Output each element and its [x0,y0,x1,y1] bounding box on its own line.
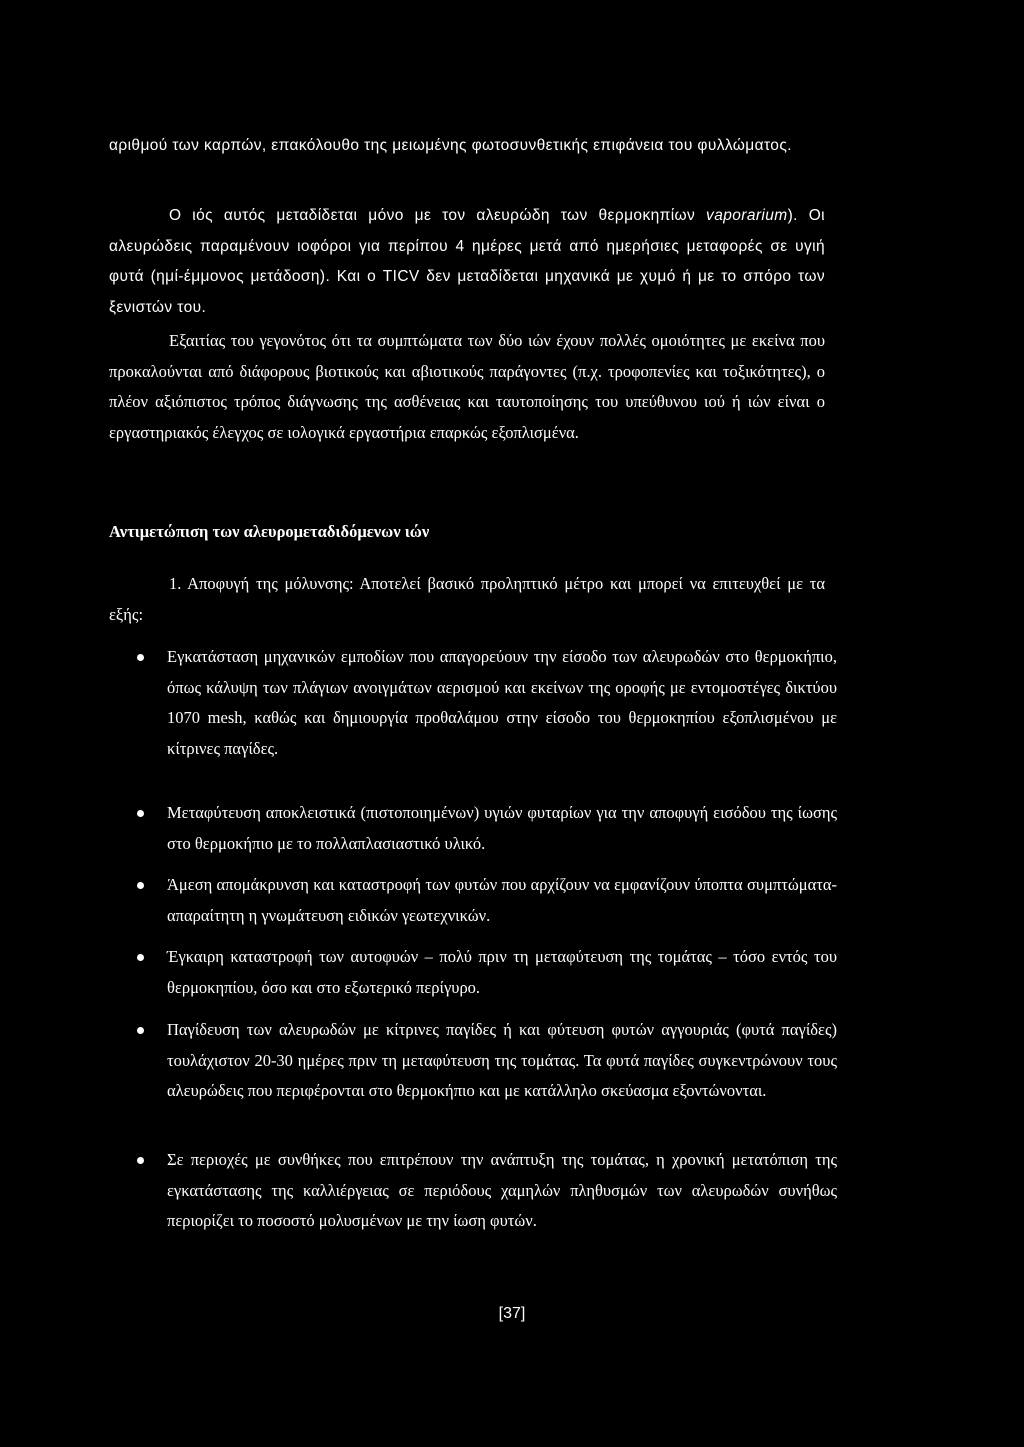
list-item-text: Άμεση απομάκρυνση και καταστροφή των φυτών που αρχίζουν να εμφανίζουν ύποπτα συμπτώματα-απαραίτητη η γνωμάτευση ειδικών γεωτεχνικών. [167,875,837,925]
list-item-text: Σε περιοχές με συνθήκες που επιτρέπουν την ανάπτυξη της τομάτας, η χρονική μετατόπιση της εγκατάστασης της καλλιέργειας σε περιόδους χαμηλών πληθυσμών των αλευρωδών συνήθως περιορίζει το ποσοστό μολυσμένων με την ίωση φυτών. [167,1150,837,1230]
bullet-icon [137,954,144,961]
list-item-text: Εγκατάσταση μηχανικών εμποδίων που απαγορεύουν την είσοδο των αλευρωδών στο θερμοκήπιο, όπως κάλυψη των πλάγιων ανοιγμάτων αερισμού και εκείνων της οροφής με εντομοστέγες δικτύου 1070 mesh, καθώς και δημιουργία προθαλάμου στην είσοδο του θερμοκηπίου εξοπλισμένου με κίτρινες παγίδες. [167,647,837,758]
bullet-icon [137,1157,144,1164]
section-heading: Αντιμετώπιση των αλευρομεταδιδόμενων ιών [109,522,430,541]
list-item [137,1145,837,1237]
bullet-icon [137,810,144,817]
paragraph-virus-transmission-end: ). Οι αλευρώδεις παραμένουν ιοφόροι για περίπου 4 ημέρες μετά από ημερήσιες μεταφορές σε υγιή φυτά (ημί-έμμονος μετάδοση). Και ο TICV δεν μεταδίδεται μηχανικά με χυμό ή με το σπόρο των ξενιστών του. [109,207,825,316]
list-item-text: Μεταφύτευση αποκλειστικά (πιστοποιημένων) υγιών φυταρίων για την αποφυγή εισόδου της ίωσης στο θερμοκήπιο με το πολλαπλασιαστικό υλικό. [167,803,837,853]
paragraph-diagnosis: Εξαιτίας του γεγονότος ότι τα συμπτώματα των δύο ιών έχουν πολλές ομοιότητες με εκείνα που προκαλούνται από διάφορους βιοτικούς και αβιοτικούς παράγοντες (π.χ. τροφοπενίες και τοξικότητες), ο πλέον αξιόπιστος τρόπος διάγνωσης της ασθένειας και ταυτοποίησης του υπεύθυνου ιού ή ιών είναι ο εργαστηριακός έλεγχος σε ιολογικά εργαστήρια επαρκώς εξοπλισμένα. [109,331,825,442]
paragraph-avoidance-intro: 1. Αποφυγή της μόλυνσης: Αποτελεί βασικό προληπτικό μέτρο και μπορεί να επιτευχθεί με τα εξής: [109,574,825,624]
paragraph-virus-transmission [109,201,825,323]
list-item-text: Έγκαιρη καταστροφή των αυτοφυών – πολύ πριν τη μεταφύτευση της τομάτας – τόσο εντός του θερμοκηπίου, όσο και στο εξωτερικό περίγυρο. [167,947,837,997]
bullet-icon [137,882,144,889]
list-item [137,642,837,764]
paragraph-virus-transmission-start: Ο ιός αυτός μεταδίδεται μόνο με τον αλευρώδη των θερμοκηπίων [169,207,707,224]
species-name: vaporarium [706,207,788,224]
list-item [137,870,837,931]
paragraph-fruit-count: αριθμού των καρπών, επακόλουθο της μειωμένης φωτοσυνθετικής επιφάνεια του φυλλώματος. [109,137,792,154]
list-item-text: Παγίδευση των αλευρωδών με κίτρινες παγίδες ή και φύτευση φυτών αγγουριάς (φυτά παγίδες) τουλάχιστον 20-30 ημέρες πριν τη μεταφύτευση της τομάτας. Τα φυτά παγίδες συγκεντρώνουν τους αλευρώδεις που περιφέρονται στο θερμοκήπιο και με κατάλληλο σκεύασμα εξοντώνονται. [167,1020,837,1100]
page-number: [37] [498,1305,526,1322]
list-item [137,1015,837,1107]
bullet-icon [137,1027,144,1034]
list-item [137,798,837,859]
bullet-icon [137,654,144,661]
list-item [137,942,837,1003]
